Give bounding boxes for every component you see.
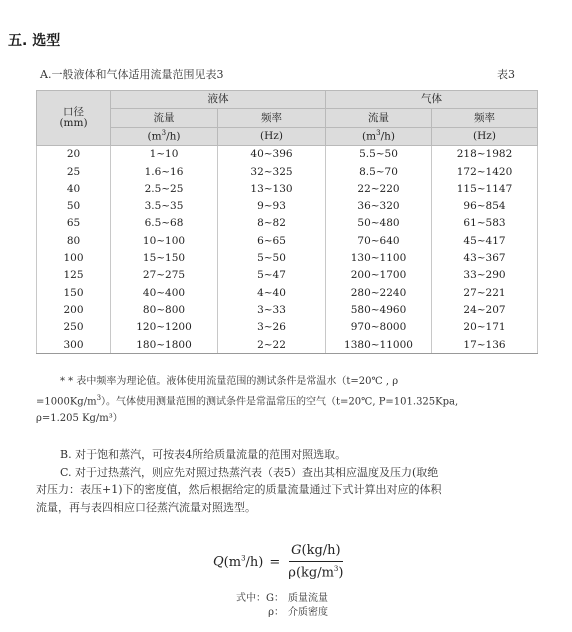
formula-numerator: G(kg/h) [289,543,343,562]
table-caption: A.一般液体和气体适用流量范围见表3 [40,68,224,81]
liquid-flow-header: 流量 [111,109,218,127]
gas-freq-unit: (Hz) [432,127,538,145]
formula-equals: = [269,554,281,570]
table-row: 200 80~800 3~33 580~4960 24~207 [37,302,538,319]
legend-row-mass-flow: 式中：G： 质量流量 [236,593,328,604]
footnote-line-2: $=1000Kg/m^3$）。气体使用测量范围的测试条件是常温常压的空气（t=20℃, P=101.325Kpa, [36,394,459,408]
gas-flow-header: 流量 [326,109,432,127]
table-row: 125 27~275 5~47 200~1700 33~290 [37,267,538,284]
table-row: 150 40~400 4~40 280~2240 27~221 [37,284,538,301]
legend-row-density: ρ： 介质密度 [268,607,328,618]
caliber-header-unit: (mm) [59,116,88,129]
liquid-freq-unit: (Hz) [218,127,326,145]
table-number: 表3 [497,68,515,81]
liquid-freq-header: 频率 [218,109,326,127]
gas-freq-header: 频率 [432,109,538,127]
caliber-header-label: 口径 [63,106,84,119]
gas-header: 气体 [326,91,538,109]
footnote-line-1: * * 表中频率为理论值。液体使用流量范围的测试条件是常温水（t=20℃ , ρ [60,376,399,387]
paragraph-c-line-2: 对压力：表压+1)下的密度值，然后根据给定的质量流量通过下式计算出对应的体积 [36,483,442,496]
table-row: 80 10~100 6~65 70~640 45~417 [37,232,538,249]
formula-legend [232,592,328,620]
liquid-flow-unit: $(m^3/h)$ [111,127,218,145]
paragraph-c-line-1: C. 对于过热蒸汽，则应先对照过热蒸汽表（表5）查出其相应温度及压力(取绝 [60,465,439,479]
formula-lhs: $Q(m^3/h)$ [213,554,264,570]
table-row: 65 6.5~68 8~82 50~480 61~583 [37,215,538,232]
table-row: 40 2.5~25 13~130 22~220 115~1147 [37,180,538,197]
flow-range-table [36,90,538,354]
volume-flow-formula [213,537,345,587]
table-footnote [36,373,546,427]
caliber-header [37,91,111,146]
gas-flow-unit: $(m^3/h)$ [326,127,432,145]
selection-paragraphs [36,446,548,516]
section-title: 五. 选型 [8,33,61,49]
table-row: 20 1~10 40~396 5.5~50 218~1982 [37,145,538,163]
table-row: 250 120~1200 3~26 970~8000 20~171 [37,319,538,336]
paragraph-c-line-3: 流量，再与表四相应口径蒸汽流量对照选型。 [36,500,256,514]
formula-fraction [286,543,345,580]
table-row: 50 3.5~35 9~93 36~320 96~854 [37,198,538,215]
liquid-header: 液体 [111,91,326,109]
table-row: 100 15~150 5~50 130~1100 43~367 [37,250,538,267]
table-row: 300 180~1800 2~22 1380~11000 17~136 [37,336,538,354]
footnote-line-3: ρ=1.205 Kg/m³） [36,413,123,425]
paragraph-b: B. 对于饱和蒸汽，可按表4所给质量流量的范围对照选取。 [60,448,347,461]
formula-denominator: $\rho(kg/m^3)$ [288,565,344,581]
table-row: 25 1.6~16 32~325 8.5~70 172~1420 [37,163,538,180]
